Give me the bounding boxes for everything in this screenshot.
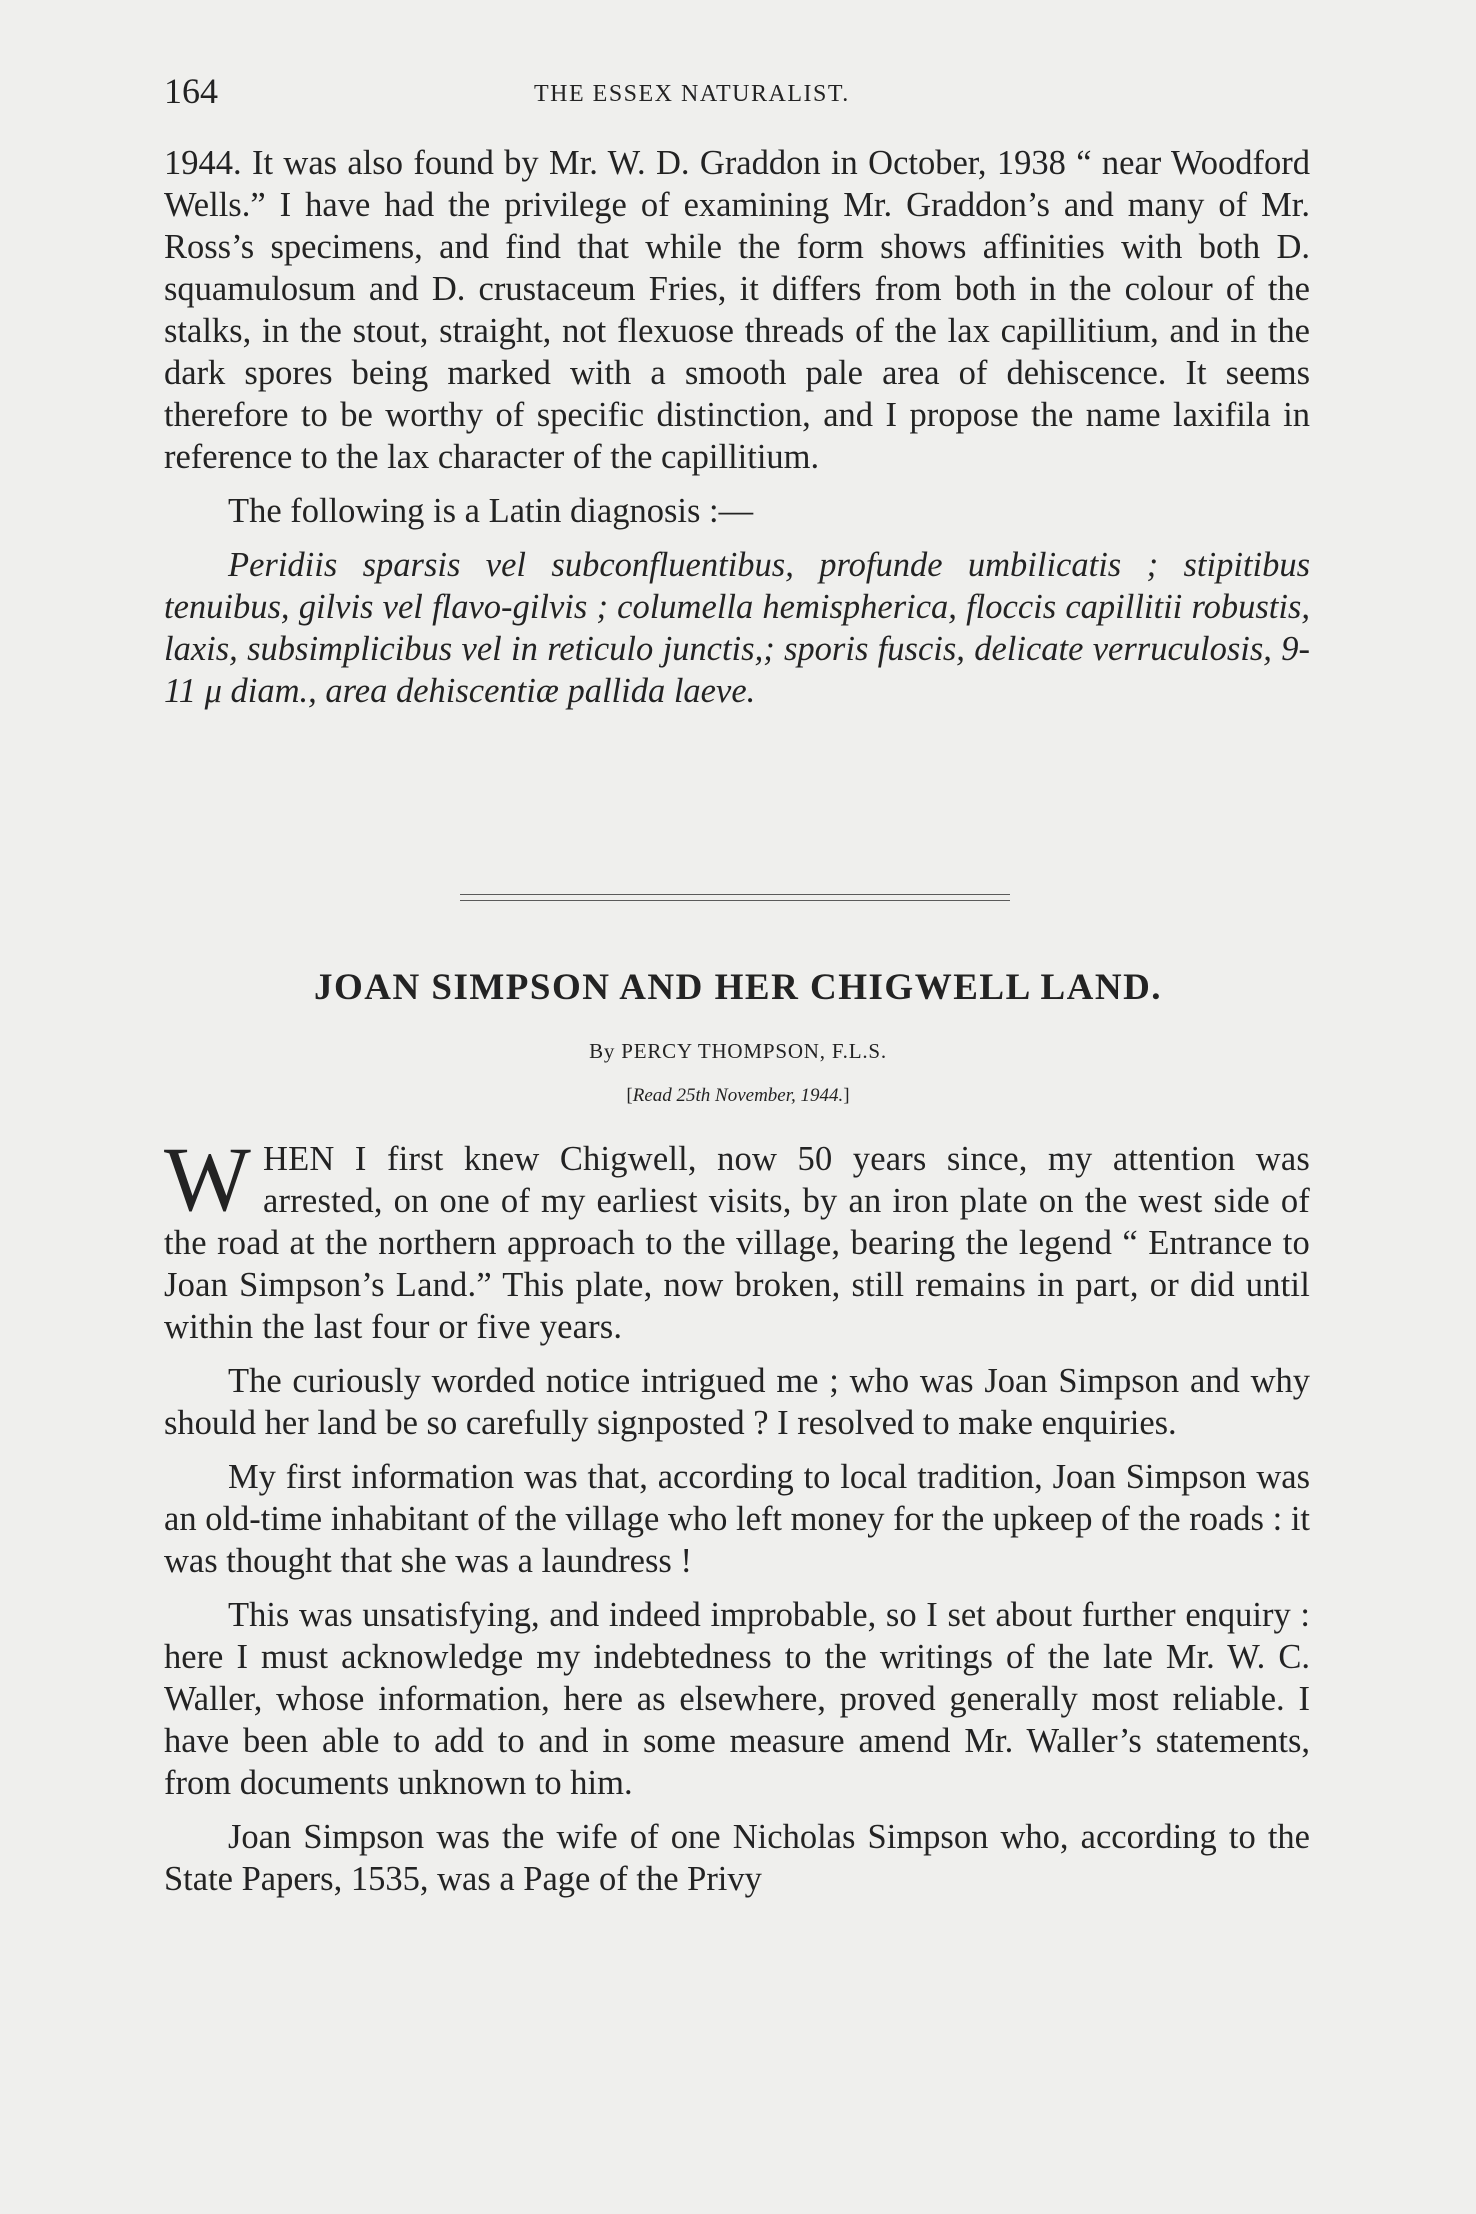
article-paragraph-1-text: HEN I first knew Chigwell, now 50 years since, my attention was arrested, on one of my earliest visits, by an iron plate on the west side of the road at the northern approach to the village, bearing the legend “ Entrance to Joan Simpson’s Land.” This plate, now broken, still remains in part, or did until within the last four or five years.	[164, 1140, 1310, 1346]
article-paragraph-5: Joan Simpson was the wife of one Nicholas Simpson who, according to the State Papers, 1535, was a Page of the Privy	[164, 1818, 1310, 1898]
article-paragraph-2: The curiously worded notice intrigued me ; who was Joan Simpson and why should her land be so carefully signposted ? I resolved to make enquiries.	[164, 1362, 1310, 1442]
running-head	[164, 66, 1310, 116]
continued-text	[164, 142, 1310, 712]
continuation-paragraph: 1944. It was also found by Mr. W. D. Graddon in October, 1938 “ near Woodford Wells.” I have had the privilege of examining Mr. Graddon’s and many of Mr. Ross’s specimens, and find that while the form shows affinities with both D. squamulosum and D. crustaceum Fries, it differs from both in the colour of the stalks, in the stout, straight, not flexuose threads of the lax capillitium, and in the dark spores being marked with a smooth pale area of dehiscence. It seems therefore to be worthy of specific distinction, and I propose the name laxifila in reference to the lax character of the capillitium.	[164, 144, 1310, 476]
page-number: 164	[164, 71, 218, 111]
read-note-open: [	[626, 1085, 633, 1106]
article-paragraph-3: My first information was that, according to local tradition, Joan Simpson was an old-time inhabitant of the village who left money for the upkeep of the roads : it was thought that she was a laundress !	[164, 1458, 1310, 1580]
byline-author: PERCY THOMPSON, F.L.S.	[621, 1039, 887, 1063]
article-paragraph-1	[164, 1128, 1310, 1348]
byline	[0, 1036, 1476, 1066]
journal-title: THE ESSEX NATURALIST.	[534, 81, 850, 107]
section-divider	[460, 894, 1010, 901]
read-note-close: ]	[843, 1085, 850, 1106]
latin-intro-paragraph: The following is a Latin diagnosis :—	[228, 492, 754, 530]
article-title: JOAN SIMPSON AND HER CHIGWELL LAND.	[313, 967, 1163, 1008]
article-paragraph-4: This was unsatisfying, and indeed improbable, so I set about further enquiry : here I must acknowledge my indebtedness to the writings of the late Mr. W. C. Waller, whose information, here as elsewhere, proved generally most reliable. I have been able to add to and in some measure amend Mr. Waller’s statements, from documents unknown to him.	[164, 1596, 1310, 1802]
read-date-note	[0, 1082, 1476, 1110]
latin-diagnosis: Peridiis sparsis vel subconfluentibus, profunde umbilicatis ; stipitibus tenuibus, gilvis vel flavo-gilvis ; columella hemispherica, floccis capillitii robustis, laxis, subsimplicibus vel in reticulo junctis,; sporis fuscis, delicate verruculosis, 9-11 μ diam., area dehiscentiæ pallida laeve.	[164, 546, 1310, 710]
article-body	[164, 1128, 1310, 1900]
byline-prefix: By	[589, 1039, 616, 1063]
drop-cap: W	[164, 1128, 252, 1230]
read-note-text: Read 25th November, 1944.	[632, 1085, 844, 1106]
